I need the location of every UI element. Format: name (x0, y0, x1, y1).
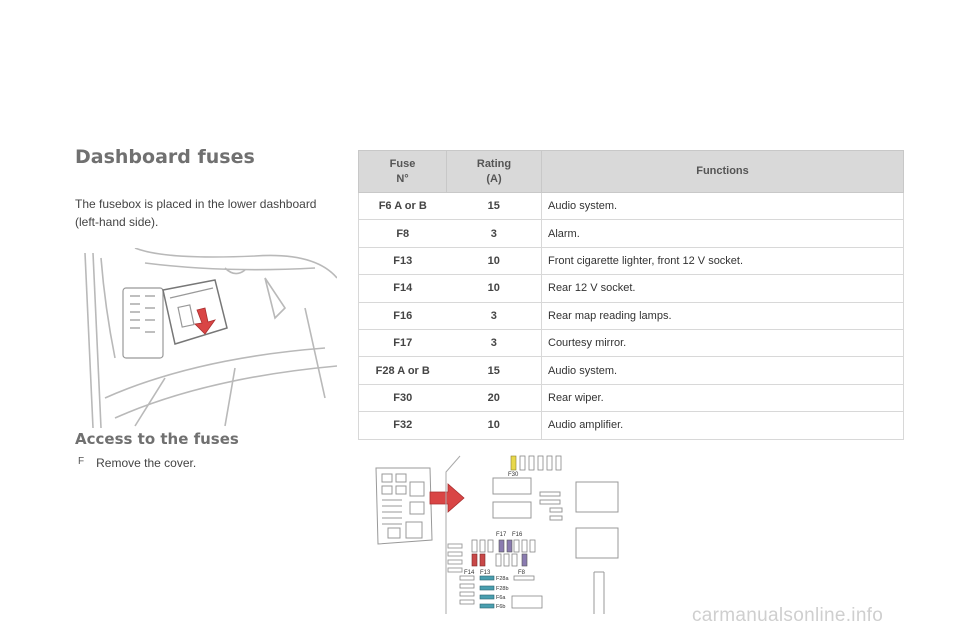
fuse-rating: 3 (447, 302, 542, 329)
fuse-rating: 10 (447, 247, 542, 274)
fuse-number: F30 (359, 384, 447, 411)
fuse-function: Courtesy mirror. (542, 329, 904, 356)
fuse-function: Audio amplifier. (542, 412, 904, 439)
table-row (359, 329, 904, 356)
red-arrow-icon (430, 484, 464, 512)
fuse-rating: 3 (447, 220, 542, 247)
fuse-rating: 15 (447, 357, 542, 384)
table-row (359, 412, 904, 439)
header-rating-line1: Rating (476, 157, 512, 170)
table-row (359, 384, 904, 411)
watermark: carmanualsonline.info (692, 605, 884, 626)
fuse-function: Audio system. (542, 193, 904, 220)
fuse-function: Front cigarette lighter, front 12 V socket. (542, 247, 904, 274)
fuse-rating: 10 (447, 412, 542, 439)
step-item (78, 456, 196, 470)
checkbox-icon: F (78, 456, 85, 467)
intro-text: The fusebox is placed in the lower dashboard (left-hand side). (75, 197, 317, 229)
fuse-number: F17 (359, 329, 447, 356)
fuse-table (358, 150, 904, 440)
fuse-number: F32 (359, 412, 447, 439)
table-row (359, 302, 904, 329)
table-row (359, 220, 904, 247)
header-fuse (359, 151, 447, 193)
fuse-number: F13 (359, 247, 447, 274)
fuse-rating: 10 (447, 275, 542, 302)
label-f28b: F28b (496, 586, 509, 592)
table-row (359, 357, 904, 384)
header-fuse-line1: Fuse (389, 157, 416, 170)
fuse-rating: 20 (447, 384, 542, 411)
fuse-number: F28 A or B (359, 357, 447, 384)
fuse-number: F8 (359, 220, 447, 247)
step-text: Remove the cover. (96, 456, 197, 470)
label-f6b: F6b (496, 604, 506, 610)
table-row (359, 275, 904, 302)
fusebox-diagram (368, 452, 628, 614)
red-arrow-icon (195, 308, 215, 334)
fuse-function: Rear wiper. (542, 384, 904, 411)
page-title: Dashboard fuses (75, 146, 255, 168)
label-f28a: F28a (496, 576, 509, 582)
dashboard-illustration (75, 248, 337, 428)
label-f13: F13 (480, 570, 491, 576)
fuse-number: F6 A or B (359, 193, 447, 220)
fuse-rating: 15 (447, 193, 542, 220)
label-f8: F8 (518, 570, 526, 576)
header-rating-line2: (A) (486, 172, 502, 185)
fuse-number: F14 (359, 275, 447, 302)
access-title: Access to the fuses (75, 430, 239, 448)
label-f17: F17 (496, 532, 507, 538)
fuse-function: Rear map reading lamps. (542, 302, 904, 329)
label-f6a: F6a (496, 595, 506, 601)
fuse-function: Rear 12 V socket. (542, 275, 904, 302)
label-f30: F30 (508, 472, 519, 478)
fuse-function: Alarm. (542, 220, 904, 247)
label-f16: F16 (512, 532, 523, 538)
table-row (359, 247, 904, 274)
header-functions: Functions (542, 151, 904, 193)
label-f14: F14 (464, 570, 475, 576)
fuse-number: F16 (359, 302, 447, 329)
table-row (359, 193, 904, 220)
header-fuse-line2: N° (396, 172, 409, 185)
table-header-row (359, 151, 904, 193)
header-rating (447, 151, 542, 193)
fuse-function: Audio system. (542, 357, 904, 384)
fuse-rating: 3 (447, 329, 542, 356)
